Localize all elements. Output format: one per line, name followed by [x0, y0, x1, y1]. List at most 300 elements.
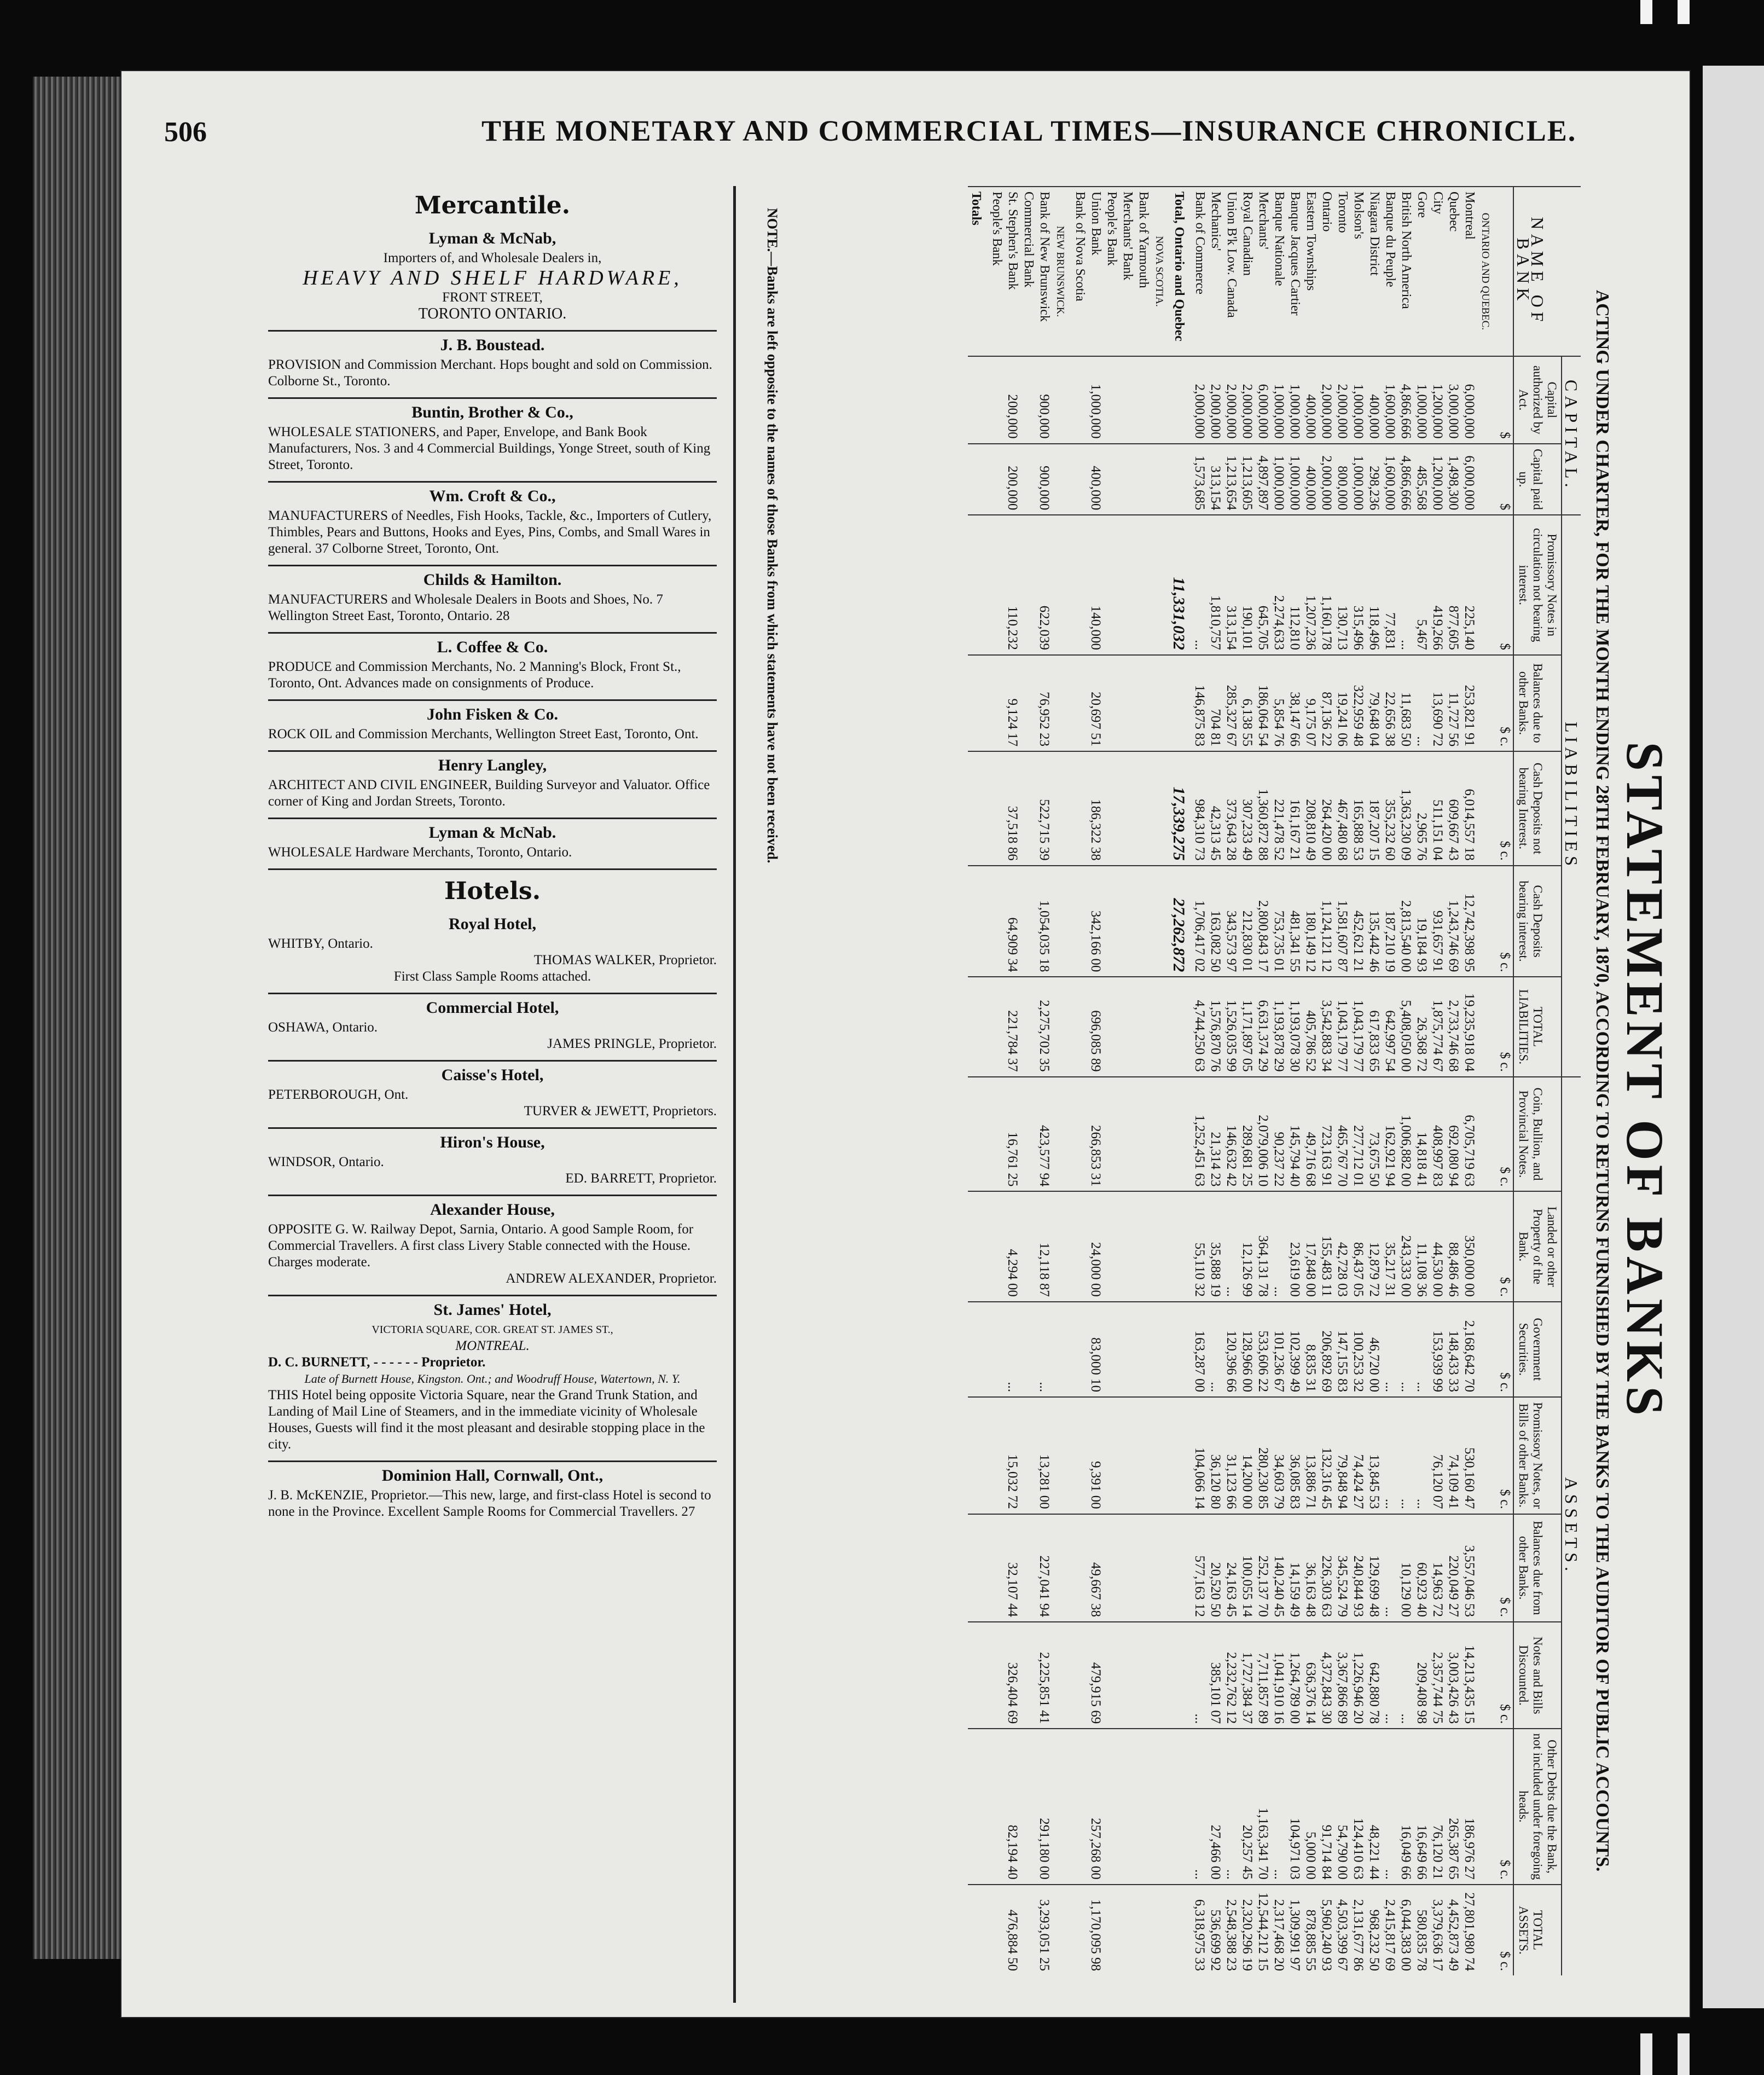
table-cell — [1171, 1729, 1192, 1885]
table-cell: 44,530 00 — [1430, 1191, 1446, 1301]
table-cell — [1151, 356, 1171, 444]
hotel-name: Dominion Hall, Cornwall, Ont., — [381, 1467, 604, 1485]
table-cell — [1135, 1077, 1151, 1192]
table-cell — [1020, 1397, 1036, 1514]
table-cell — [1151, 655, 1171, 751]
table-cell — [989, 655, 1005, 751]
table-cell: 3,379,636 17 — [1430, 1885, 1446, 1975]
unit-cell: $ c. — [1497, 1191, 1513, 1301]
table-cell: 110,232 — [1005, 515, 1020, 654]
ad-childs-hamilton — [268, 566, 717, 634]
page-header: THE MONETARY AND COMMERCIAL TIMES—INSURANCE CHRONICLE. — [481, 114, 1577, 147]
table-cell — [1104, 1729, 1119, 1885]
table-cell — [1104, 1397, 1119, 1514]
table-cell: 2,000,000 — [1239, 356, 1255, 444]
table-cell — [1104, 1077, 1119, 1192]
table-cell: 1,810,757 — [1208, 515, 1223, 654]
ad-buntin — [268, 399, 717, 483]
table-row — [1271, 187, 1287, 1975]
table-cell — [1135, 1514, 1151, 1622]
table-cell: 900,000 — [1036, 356, 1052, 444]
table-cell: 5,000 00 — [1303, 1729, 1319, 1885]
scan-frame-mark — [1678, 0, 1690, 24]
bank-statement-table — [968, 186, 1581, 1975]
table-cell: 2,000,000 — [1319, 356, 1334, 444]
table-cell — [1104, 866, 1119, 977]
table-cell: 313,154 — [1223, 515, 1239, 654]
table-cell: 4,744,250 63 — [1192, 977, 1208, 1076]
table-cell: 1,000,000 — [1271, 444, 1287, 515]
ad-text: TORONTO ONTARIO. — [418, 305, 567, 322]
table-cell: 36,120 80 — [1208, 1397, 1223, 1514]
table-cell: 221,784 37 — [1005, 977, 1020, 1076]
table-cell: 13,281 00 — [1036, 1397, 1052, 1514]
table-cell — [1072, 1397, 1088, 1514]
table-cell: 147,155 83 — [1334, 1302, 1350, 1397]
hotel-name: St. James' Hotel, — [433, 1301, 552, 1319]
table-cell — [1477, 866, 1497, 977]
table-cell: 485,568 — [1414, 444, 1430, 515]
hotel-dominion-hall — [268, 1462, 717, 1528]
table-cell — [1052, 515, 1072, 654]
table-cell: 465,767 70 — [1334, 1077, 1350, 1192]
unit-cell: $ — [1497, 444, 1513, 515]
table-cell: 14,200 00 — [1239, 1397, 1255, 1514]
ad-text: FRONT STREET, — [442, 290, 543, 305]
table-cell: 400,000 — [1303, 356, 1319, 444]
table-cell: 373,643 28 — [1223, 751, 1239, 866]
table-cell: 22,656 38 — [1382, 655, 1398, 751]
table-cell — [1119, 1077, 1135, 1192]
table-cell: 704 81 — [1208, 655, 1223, 751]
table-cell: 186,322 38 — [1088, 751, 1104, 866]
table-cell — [1119, 1302, 1135, 1397]
hotel-royal — [268, 911, 717, 994]
table-cell: 27,801,980 74 — [1461, 1885, 1477, 1975]
table-cell — [1020, 655, 1036, 751]
table-cell: 37,518 86 — [1005, 751, 1020, 866]
table-cell: 1,243,746 69 — [1446, 866, 1461, 977]
table-cell — [1072, 515, 1088, 654]
table-cell: 4,866,666 — [1398, 444, 1414, 515]
table-cell — [968, 1077, 989, 1192]
table-cell: 609,667 43 — [1446, 751, 1461, 866]
table-cell: 240,844 93 — [1350, 1514, 1366, 1622]
table-cell: 4,897,897 — [1255, 444, 1271, 515]
table-cell — [1072, 1885, 1088, 1975]
table-cell: 153,939 99 — [1430, 1302, 1446, 1397]
adjacent-page — [1703, 66, 1764, 2008]
ad-text: PRODUCE and Commission Merchants, No. 2 Manning's Block, Front St., Toronto, Ont. Advances made on consignments of Produce. — [268, 659, 681, 691]
table-cell: 580,835 78 — [1414, 1885, 1430, 1975]
table-cell: 24,163 45 — [1223, 1514, 1239, 1622]
bank-name: Molson's — [1350, 187, 1366, 356]
ad-text: MANUFACTURERS of Needles, Fish Hooks, Tackle, &c., Importers of Cutlery, Thimbles, Pears and Buttons, Hooks and Eyes, Pins, Combs, and Small Wares in general. 37 Colborne Street, Toronto, Ont. — [268, 508, 712, 556]
table-cell: 3,000,000 — [1446, 356, 1461, 444]
table-row — [1104, 187, 1119, 1975]
table-cell — [989, 1885, 1005, 1975]
table-cell — [989, 977, 1005, 1076]
table-cell: 1,576,870 76 — [1208, 977, 1223, 1076]
table-cell — [1135, 356, 1151, 444]
table-cell — [1151, 1514, 1171, 1622]
table-cell — [1171, 1885, 1192, 1975]
table-cell — [968, 655, 989, 751]
table-cell: 27,262,872 — [1171, 866, 1192, 977]
table-cell: 26,368 72 — [1414, 977, 1430, 1076]
table-cell: 636,376 14 — [1303, 1622, 1319, 1729]
table-cell: ... — [1208, 1302, 1223, 1397]
region-label: ONTARIO AND QUEBEC. — [1477, 187, 1497, 356]
table-cell: 326,404 69 — [1005, 1622, 1020, 1729]
table-cell: 13,886 71 — [1303, 1397, 1319, 1514]
table-cell: 253,821 91 — [1461, 655, 1477, 751]
table-cell — [1072, 1077, 1088, 1192]
table-cell — [1119, 1622, 1135, 1729]
table-cell: 101,236 67 — [1271, 1302, 1287, 1397]
table-cell: 162,921 94 — [1382, 1077, 1398, 1192]
total-row — [1171, 187, 1192, 1975]
table-cell: 408,997 83 — [1430, 1077, 1446, 1192]
table-row — [1005, 187, 1020, 1975]
table-row — [1382, 187, 1398, 1975]
table-cell: 87,136 22 — [1319, 655, 1334, 751]
ad-name: L. Coffee & Co. — [437, 638, 548, 656]
table-cell — [1020, 751, 1036, 866]
scan-frame-mark — [1678, 2033, 1690, 2075]
table-cell: 9,391 00 — [1088, 1397, 1104, 1514]
table-row — [1287, 187, 1303, 1975]
table-cell: 692,080 94 — [1446, 1077, 1461, 1192]
ad-name: Childs & Hamilton. — [423, 571, 562, 589]
table-cell: 49,667 38 — [1088, 1514, 1104, 1622]
table-cell: 265,387 65 — [1446, 1729, 1461, 1885]
total-row — [968, 187, 989, 1975]
hotel-place: VICTORIA SQUARE, COR. GREAT ST. JAMES ST., — [372, 1324, 613, 1336]
table-cell: 19,184 93 — [1414, 866, 1430, 977]
table-cell: 2,965 76 — [1414, 751, 1430, 866]
region-label: NOVA SCOTIA. — [1151, 187, 1171, 356]
table-cell: 118,496 — [1366, 515, 1382, 654]
table-cell — [1052, 751, 1072, 866]
table-cell: 696,085 89 — [1088, 977, 1104, 1076]
table-cell: 2,317,468 20 — [1271, 1885, 1287, 1975]
table-cell: 984,310 73 — [1192, 751, 1208, 866]
table-cell: ... — [1382, 1622, 1398, 1729]
table-cell — [1171, 356, 1192, 444]
table-cell: 2,800,843 17 — [1255, 866, 1271, 977]
table-cell: ... — [1005, 1302, 1020, 1397]
table-cell: 212,830 01 — [1239, 866, 1255, 977]
bank-name: British North America — [1398, 187, 1414, 356]
table-cell: 405,786 52 — [1303, 977, 1319, 1076]
table-cell — [1477, 1302, 1497, 1397]
table-cell: 5,467 — [1414, 515, 1430, 654]
table-cell — [1151, 1885, 1171, 1975]
table-cell: 76,120 07 — [1430, 1397, 1446, 1514]
table-cell: 3,542,883 34 — [1319, 977, 1334, 1076]
table-cell — [1477, 977, 1497, 1076]
table-cell: 533,606 22 — [1255, 1302, 1271, 1397]
table-cell: 400,000 — [1366, 356, 1382, 444]
table-cell: 11,331,032 — [1171, 515, 1192, 654]
table-cell — [1020, 1622, 1036, 1729]
table-cell: 280,230 85 — [1255, 1397, 1271, 1514]
table-cell: 2,000,000 — [1223, 356, 1239, 444]
table-cell: 163,082 50 — [1208, 866, 1223, 977]
table-cell — [1135, 1302, 1151, 1397]
table-cell: 1,600,000 — [1382, 356, 1398, 444]
table-cell: 1,124,121 12 — [1319, 866, 1334, 977]
hotel-place: OSHAWA, Ontario. — [268, 1020, 378, 1035]
table-cell — [1477, 1397, 1497, 1514]
hotel-name: Alexander House, — [430, 1201, 555, 1219]
table-cell: 9,175 07 — [1303, 655, 1319, 751]
hotel-place: WINDSOR, Ontario. — [268, 1155, 384, 1169]
group-header: ASSETS. — [1562, 1077, 1581, 1975]
table-cell — [1135, 1622, 1151, 1729]
table-cell — [968, 1514, 989, 1622]
table-cell — [1052, 1885, 1072, 1975]
table-cell: 400,000 — [1088, 444, 1104, 515]
table-cell — [1119, 515, 1135, 654]
table-cell: 46,720 00 — [1366, 1302, 1382, 1397]
unit-cell: $ c. — [1497, 1622, 1513, 1729]
ad-text: WHOLESALE Hardware Merchants, Toronto, Ontario. — [268, 845, 572, 860]
table-cell — [1072, 1622, 1088, 1729]
table-cell — [1104, 1622, 1119, 1729]
table-row — [1446, 187, 1461, 1975]
table-cell — [1171, 1302, 1192, 1397]
table-cell: 225,140 — [1461, 515, 1477, 654]
table-cell — [1477, 751, 1497, 866]
table-cell: 6,705,719 63 — [1461, 1077, 1477, 1192]
table-cell: 1,252,451 63 — [1192, 1077, 1208, 1192]
table-cell: 313,154 — [1208, 444, 1223, 515]
table-cell: 12,118 87 — [1036, 1191, 1052, 1301]
ad-text: WHOLESALE STATIONERS, and Paper, Envelope, and Bank Book Manufacturers, Nos. 3 and 4 Commercial Buildings, Yonge Street, south of King Street, Toronto. — [268, 425, 711, 472]
table-cell — [989, 356, 1005, 444]
group-header-row — [1562, 187, 1581, 1975]
table-row — [989, 187, 1005, 1975]
table-cell — [1151, 977, 1171, 1076]
table-cell — [1052, 1397, 1072, 1514]
table-cell: 100,055 14 — [1239, 1514, 1255, 1622]
column-header: Government Securities. — [1513, 1302, 1562, 1397]
table-cell: 1,213,654 — [1223, 444, 1239, 515]
table-cell: 2,357,744 75 — [1430, 1622, 1446, 1729]
table-cell: ... — [1192, 1729, 1208, 1885]
column-header: Notes and Bills Discounted. — [1513, 1622, 1562, 1729]
table-cell: 1,363,230 09 — [1398, 751, 1414, 866]
bank-name: Bank of Nova Scotia — [1072, 187, 1088, 356]
hotel-proprietor: ED. BARRETT, Proprietor. — [565, 1171, 717, 1186]
table-cell: 3,367,866 89 — [1334, 1622, 1350, 1729]
table-cell: 2,813,540 00 — [1398, 866, 1414, 977]
bank-name: City — [1430, 187, 1446, 356]
table-cell: 12,742,398 95 — [1461, 866, 1477, 977]
table-cell: 227,041 94 — [1036, 1514, 1052, 1622]
table-cell: 17,848 00 — [1303, 1191, 1319, 1301]
column-header: Balances due to other Banks. — [1513, 655, 1562, 751]
table-cell — [1072, 1729, 1088, 1885]
table-cell: 208,810 49 — [1303, 751, 1319, 866]
table-cell — [1104, 1885, 1119, 1975]
table-cell: 15,032 72 — [1005, 1397, 1020, 1514]
bank-name: Montreal — [1461, 187, 1477, 356]
unit-cell: $ c. — [1497, 866, 1513, 977]
table-cell: 522,715 39 — [1036, 751, 1052, 866]
bank-name: Quebec — [1446, 187, 1461, 356]
table-cell: ... — [1271, 1729, 1287, 1885]
hotel-city: MONTREAL. — [455, 1338, 530, 1353]
table-cell: 35,888 19 — [1208, 1191, 1223, 1301]
table-cell — [1151, 751, 1171, 866]
table-cell — [1119, 977, 1135, 1076]
table-cell: 35,217 31 — [1382, 1191, 1398, 1301]
table-cell: 1,264,789 00 — [1287, 1622, 1303, 1729]
table-cell — [1477, 1077, 1497, 1192]
table-cell: 180,149 12 — [1303, 866, 1319, 977]
table-cell: 145,794 40 — [1287, 1077, 1303, 1192]
table-cell: ... — [1192, 515, 1208, 654]
table-cell: 1,006,882 00 — [1398, 1077, 1414, 1192]
table-cell — [989, 1077, 1005, 1192]
table-cell — [1020, 515, 1036, 654]
hotel-commercial — [268, 994, 717, 1062]
table-cell: 14,213,435 15 — [1461, 1622, 1477, 1729]
hotel-note: Late of Burnett House, Kingston. Ont.; and Woodruff House, Watertown, N. Y. — [304, 1372, 681, 1386]
table-cell: 931,657 91 — [1430, 866, 1446, 977]
table-cell: 1,000,000 — [1287, 356, 1303, 444]
table-cell — [1052, 655, 1072, 751]
table-cell: 322,959 48 — [1350, 655, 1366, 751]
table-cell: 900,000 — [1036, 444, 1052, 515]
ad-text: ARCHITECT AND CIVIL ENGINEER, Building Surveyor and Valuator. Office corner of King and Jordan Streets, Toronto. — [268, 778, 710, 809]
table-row — [1366, 187, 1382, 1975]
table-cell — [968, 1885, 989, 1975]
table-cell: 76,952 23 — [1036, 655, 1052, 751]
table-cell: ... — [1382, 1729, 1398, 1885]
table-cell: 32,107 44 — [1005, 1514, 1020, 1622]
table-cell: 530,160 47 — [1461, 1397, 1477, 1514]
table-cell: 11,683 50 — [1398, 655, 1414, 751]
table-cell — [1151, 1077, 1171, 1192]
table-cell — [1104, 1191, 1119, 1301]
table-cell: 2,232,762 12 — [1223, 1622, 1239, 1729]
ad-name: J. B. Boustead. — [440, 336, 545, 354]
table-cell: 6,000,000 — [1255, 356, 1271, 444]
table-cell: 1,043,179 77 — [1350, 977, 1366, 1076]
bank-name: Royal Canadian — [1239, 187, 1255, 356]
table-cell: 577,163 12 — [1192, 1514, 1208, 1622]
table-cell: 452,621 21 — [1350, 866, 1366, 977]
table-cell: 1,000,000 — [1088, 356, 1104, 444]
table-cell: ... — [1398, 1622, 1414, 1729]
hotel-alexander — [268, 1196, 717, 1296]
table-cell: 2,733,746 68 — [1446, 977, 1461, 1076]
table-cell — [1052, 1077, 1072, 1192]
table-cell: 100,253 32 — [1350, 1302, 1366, 1397]
table-cell — [1135, 515, 1151, 654]
table-row — [1072, 187, 1088, 1975]
ad-langley — [268, 752, 717, 819]
table-cell: 481,341 55 — [1287, 866, 1303, 977]
unit-cell: $ c. — [1497, 1302, 1513, 1397]
ad-coffee — [268, 634, 717, 701]
bank-name: People's Bank — [1104, 187, 1119, 356]
table-cell: 2,000,000 — [1208, 356, 1223, 444]
bank-name: Mechanics' — [1208, 187, 1223, 356]
table-cell: 82,194 40 — [1005, 1729, 1020, 1885]
table-cell: 419,266 — [1430, 515, 1446, 654]
bank-name: Banque Nationale — [1271, 187, 1287, 356]
table-cell — [1052, 444, 1072, 515]
table-cell — [1119, 751, 1135, 866]
ad-lyman-mcnab — [268, 225, 717, 332]
unit-cell: $ c. — [1497, 1514, 1513, 1622]
unit-cell: $ c. — [1497, 1397, 1513, 1514]
table-cell: 187,207 15 — [1366, 751, 1382, 866]
table-cell: 7,711,857 89 — [1255, 1622, 1271, 1729]
table-cell — [1119, 1514, 1135, 1622]
table-cell: 19,241 06 — [1334, 655, 1350, 751]
table-cell: 800,000 — [1334, 444, 1350, 515]
table-cell: 285,327 67 — [1223, 655, 1239, 751]
table-cell — [1151, 866, 1171, 977]
table-cell: 2,275,702 35 — [1036, 977, 1052, 1076]
table-cell: 27,466 00 — [1208, 1729, 1223, 1885]
table-cell — [1052, 866, 1072, 977]
table-row — [1036, 187, 1052, 1975]
table-cell — [1072, 655, 1088, 751]
table-row — [1088, 187, 1104, 1975]
table-cell: 140,000 — [1088, 515, 1104, 654]
table-cell: 291,180 00 — [1036, 1729, 1052, 1885]
bank-name: Union Bank — [1088, 187, 1104, 356]
column-header: Capital paid up. — [1513, 444, 1562, 515]
table-cell: 120,396 66 — [1223, 1302, 1239, 1397]
statement-subtitle: ACTING UNDER CHARTER, FOR THE MONTH ENDING 28TH FEBRUARY, 1870, ACCORDING TO RETURNS FURNISHED BY THE BANKS TO THE AUDITOR OF PUBLIC ACCOUNTS. — [1592, 289, 1612, 1872]
table-cell — [989, 444, 1005, 515]
table-cell: 6,000,000 — [1461, 444, 1477, 515]
table-cell: 467,480 68 — [1334, 751, 1350, 866]
table-cell: 1,000,000 — [1287, 444, 1303, 515]
table-cell — [1477, 515, 1497, 654]
table-cell: 165,888 53 — [1350, 751, 1366, 866]
table-cell: 220,049 27 — [1446, 1514, 1461, 1622]
table-cell: 79,848 94 — [1334, 1397, 1350, 1514]
bank-name: Gore — [1414, 187, 1430, 356]
table-cell — [1020, 1302, 1036, 1397]
table-cell: 723,163 91 — [1319, 1077, 1334, 1192]
table-cell — [1151, 1729, 1171, 1885]
bank-name: Banque du Peuple — [1382, 187, 1398, 356]
table-cell — [1052, 977, 1072, 1076]
table-cell: 6,318,975 33 — [1192, 1885, 1208, 1975]
unit-cell: $ — [1497, 515, 1513, 654]
table-cell — [989, 1397, 1005, 1514]
table-cell — [1135, 444, 1151, 515]
ad-text: MANUFACTURERS and Wholesale Dealers in Boots and Shoes, No. 7 Wellington Street East, Toronto, Ontario. 28 — [268, 592, 663, 623]
table-cell — [1477, 1729, 1497, 1885]
table-cell: 622,039 — [1036, 515, 1052, 654]
table-cell — [1072, 1514, 1088, 1622]
table-cell: 4,452,873 49 — [1446, 1885, 1461, 1975]
table-cell: ... — [1271, 1191, 1287, 1301]
table-cell: 102,399 49 — [1287, 1302, 1303, 1397]
table-cell: 128,966 00 — [1239, 1302, 1255, 1397]
